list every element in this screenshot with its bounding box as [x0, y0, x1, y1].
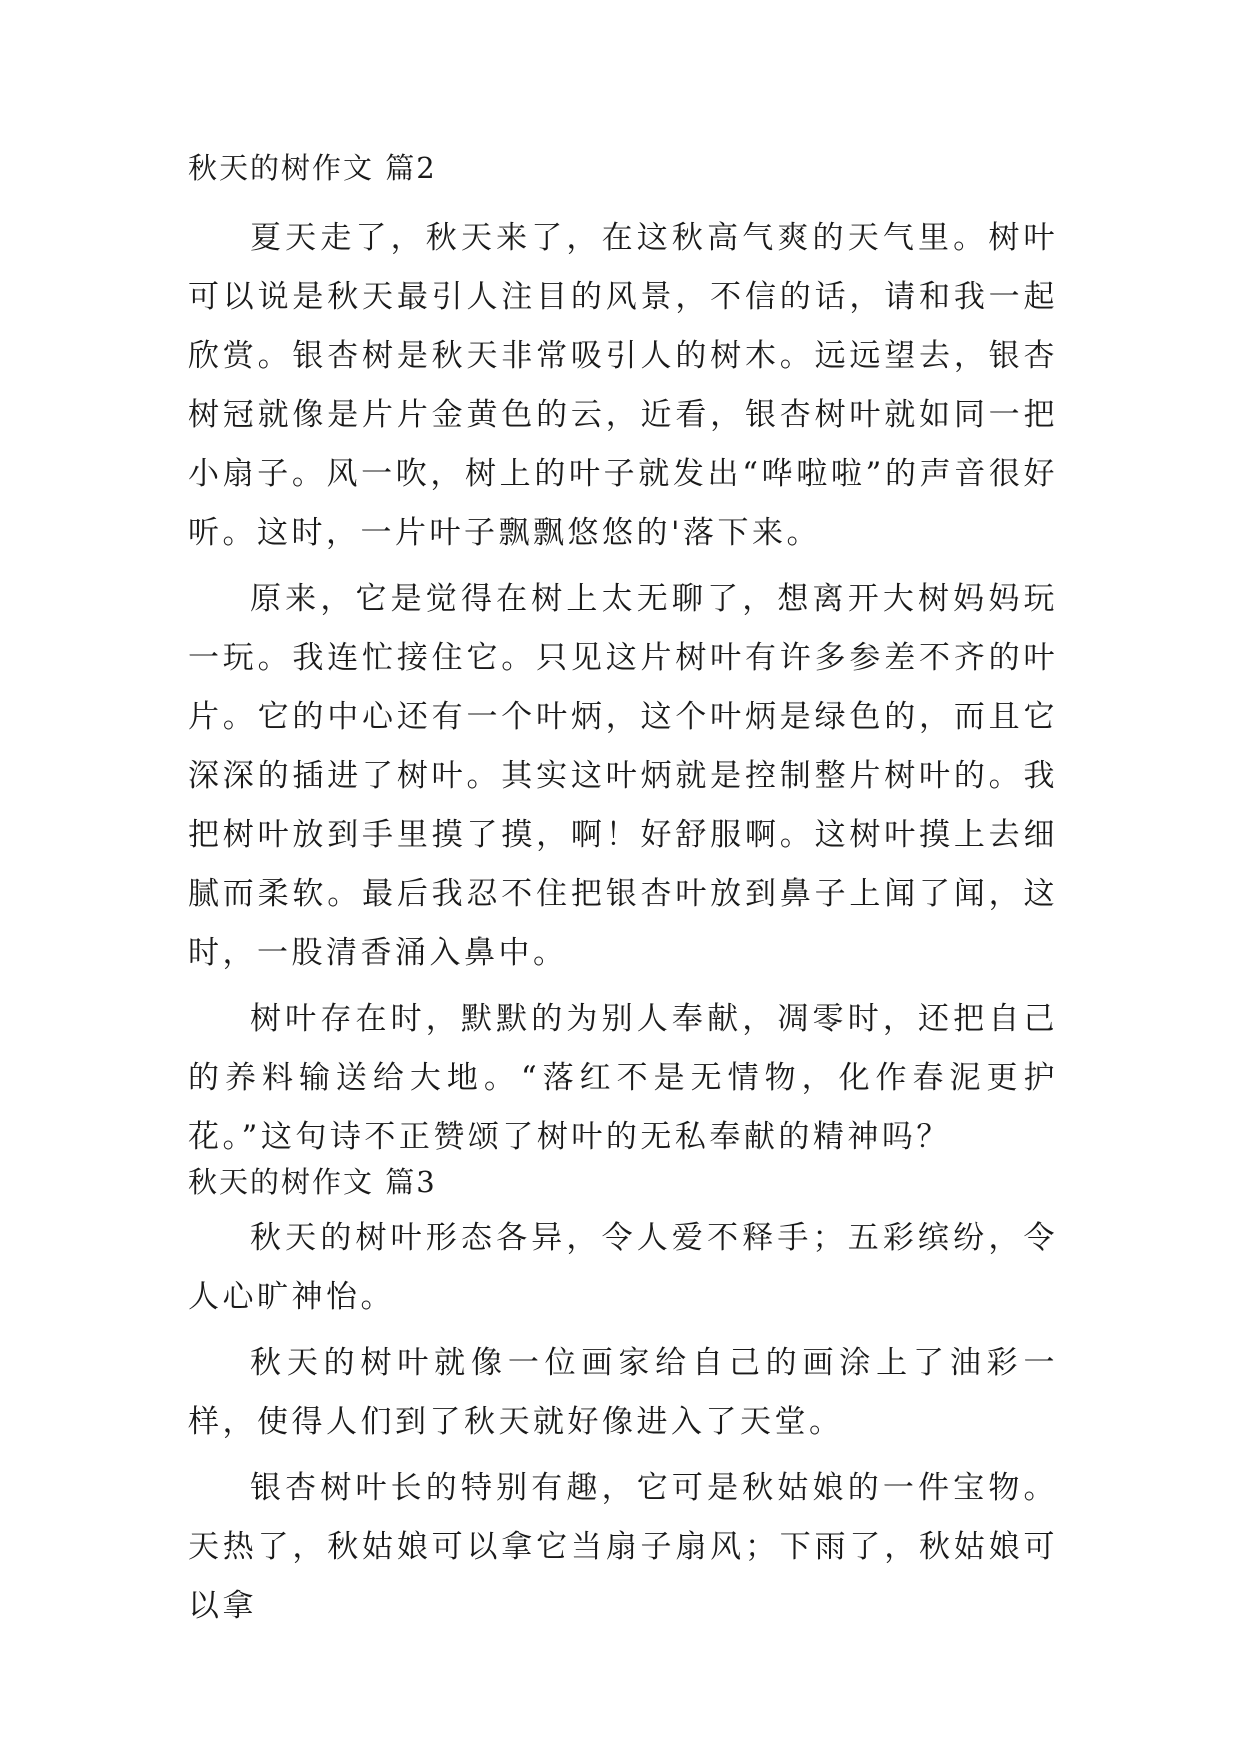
- paragraph: 银杏树叶长的特别有趣，它可是秋姑娘的一件宝物。天热了，秋姑娘可以拿它当扇子扇风；下雨了，秋姑娘可以拿: [188, 1470, 1058, 1624]
- paragraph: 秋天的树叶形态各异，令人爱不释手；五彩缤纷，令人心旷神怡。: [188, 1220, 1058, 1315]
- section-heading-2: 秋天的树作文 篇2: [188, 151, 437, 185]
- paragraph: 树叶存在时，默默的为别人奉献，凋零时，还把自己的养料输送给大地。“落红不是无情物，化作春泥更护花。”这句诗不正赞颂了树叶的无私奉献的精神吗？: [188, 1001, 1058, 1155]
- paragraph: 夏天走了，秋天来了，在这秋高气爽的天气里。树叶可以说是秋天最引人注目的风景，不信的话，请和我一起欣赏。银杏树是秋天非常吸引人的树木。远远望去，银杏树冠就像是片片金黄色的云，近看，银杏树叶就如同一把小扇子。风一吹，树上的叶子就发出“哗啦啦”的声音很好听。这时，一片叶子飘飘悠悠的'落下来。: [188, 220, 1058, 551]
- paragraph: 秋天的树叶就像一位画家给自己的画涂上了油彩一样，使得人们到了秋天就好像进入了天堂。: [188, 1345, 1058, 1440]
- paragraph: 原来，它是觉得在树上太无聊了，想离开大树妈妈玩一玩。我连忙接住它。只见这片树叶有许多参差不齐的叶片。它的中心还有一个叶炳，这个叶炳是绿色的，而且它深深的插进了树叶。其实这叶炳就是控制整片树叶的。我把树叶放到手里摸了摸，啊！好舒服啊。这树叶摸上去细腻而柔软。最后我忍不住把银杏叶放到鼻子上闻了闻，这时，一股清香涌入鼻中。: [188, 581, 1058, 971]
- document-page: [188, 150, 1058, 1636]
- section-heading-3: 秋天的树作文 篇3: [188, 1165, 437, 1199]
